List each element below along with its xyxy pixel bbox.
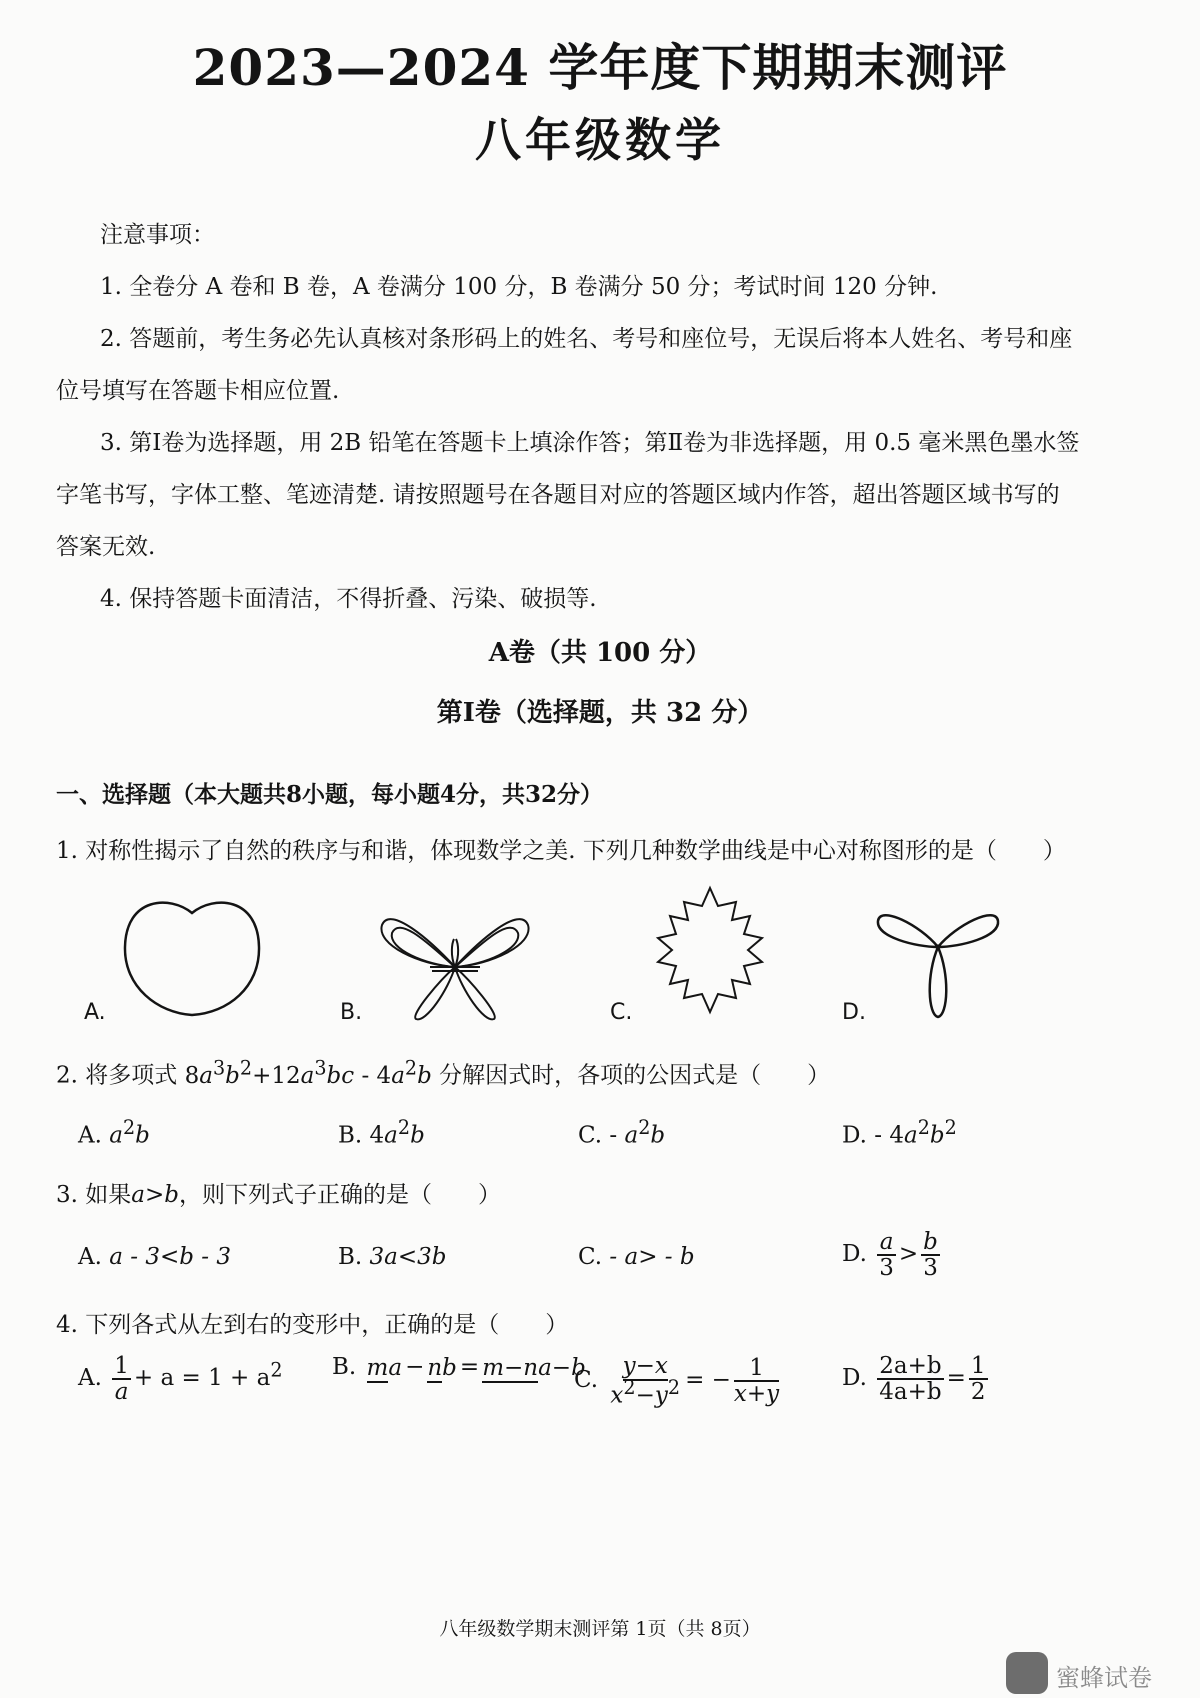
part-1-heading: 第Ⅰ卷（选择题，共 32 分）	[436, 698, 764, 728]
q2-prefix: 2. 将多项式	[56, 1062, 178, 1089]
question-2-text	[56, 1056, 830, 1090]
volume-a-heading: A卷（共 100 分）	[488, 638, 712, 668]
notice-line-7: 4. 保持答题卡面清洁，不得折叠、污染、破损等.	[100, 586, 597, 612]
q2-option-d: D. - $4a^2b^2$	[842, 1116, 957, 1149]
q2-option-b: B. $4a^2b$	[338, 1116, 425, 1149]
q3-option-d: D. $\frac{a}{3}$ > $\frac{b}{3}$	[842, 1229, 938, 1282]
q2-suffix: 分解因式时，各项的公因式是（ ）	[439, 1062, 831, 1089]
koch-snowflake-figure	[640, 880, 780, 1020]
q3-option-b: B. 3a<3b	[338, 1244, 447, 1270]
watermark-logo-icon	[1006, 1652, 1048, 1694]
q4-option-c: C. $\frac{y-x}{x^2-y^2}$ = − $\frac{1}{x+y}$	[574, 1353, 780, 1409]
q2-option-c: C. - $a^2b$	[578, 1116, 666, 1149]
question-1-text: 1. 对称性揭示了自然的秩序与和谐，体现数学之美. 下列几种数学曲线是中心对称图形的是（ ）	[56, 838, 1066, 864]
exam-title: 2023—2024 学年度下期期末测评	[192, 38, 1008, 97]
notice-line-6: 答案无效.	[56, 534, 156, 560]
notice-line-2: 2. 答题前，考生务必先认真核对条形码上的姓名、考号和座位号，无误后将本人姓名、考号和座	[100, 326, 1073, 352]
q1-option-d-label: D.	[842, 1000, 866, 1025]
notice-line-3: 位号填写在答题卡相应位置.	[56, 378, 340, 404]
exam-subject: 八年级数学	[475, 113, 725, 167]
q3-option-a: A. a - 3<b - 3	[78, 1244, 231, 1270]
question-3-text: 3. 如果a>b，则下列式子正确的是（ ）	[56, 1182, 501, 1208]
q1-option-c-label: C.	[610, 1000, 633, 1025]
q4-option-a: A. $\frac{1}{a} + a = 1 + a^2$	[78, 1353, 283, 1406]
notice-line-5: 字笔书写，字体工整、笔迹清楚. 请按照题号在各题目对应的答题区域内作答，超出答题区域书写的	[56, 482, 1060, 508]
q1-option-b-label: B.	[340, 1000, 363, 1025]
choice-section-heading: 一、选择题（本大题共8小题，每小题4分，共32分）	[56, 781, 604, 808]
notice-heading: 注意事项：	[100, 222, 215, 248]
notice-line-1: 1. 全卷分 A 卷和 B 卷，A 卷满分 100 分，B 卷满分 50 分；考试时间 120 分钟.	[100, 274, 938, 300]
q2-option-a: A. $a^2b$	[78, 1116, 150, 1149]
q3-option-c: C. - a> - b	[578, 1244, 695, 1270]
q4-option-d: D. $\frac{2a+b}{4a+b}$ = $\frac{1}{2}$	[842, 1353, 986, 1406]
heart-curve-figure	[110, 895, 280, 1025]
watermark-text: 蜜蜂试卷	[1056, 1664, 1152, 1692]
q4-option-b: B. ma − nb = m−na−b	[332, 1354, 586, 1381]
butterfly-curve-figure	[370, 895, 540, 1025]
three-leaf-rose-figure	[870, 895, 1010, 1025]
q2-polynomial: $8a^3b^2+12a^3bc - 4a^2b$	[184, 1056, 432, 1089]
question-4-text: 4. 下列各式从左到右的变形中，正确的是（ ）	[56, 1312, 569, 1338]
page-footer: 八年级数学期末测评第 1页（共 8页）	[439, 1618, 761, 1640]
q1-option-a-label: A.	[84, 1000, 106, 1025]
notice-line-4: 3. 第Ⅰ卷为选择题，用 2B 铅笔在答题卡上填涂作答；第Ⅱ卷为非选择题，用 0.5 毫米黑色墨水签	[100, 430, 1080, 456]
